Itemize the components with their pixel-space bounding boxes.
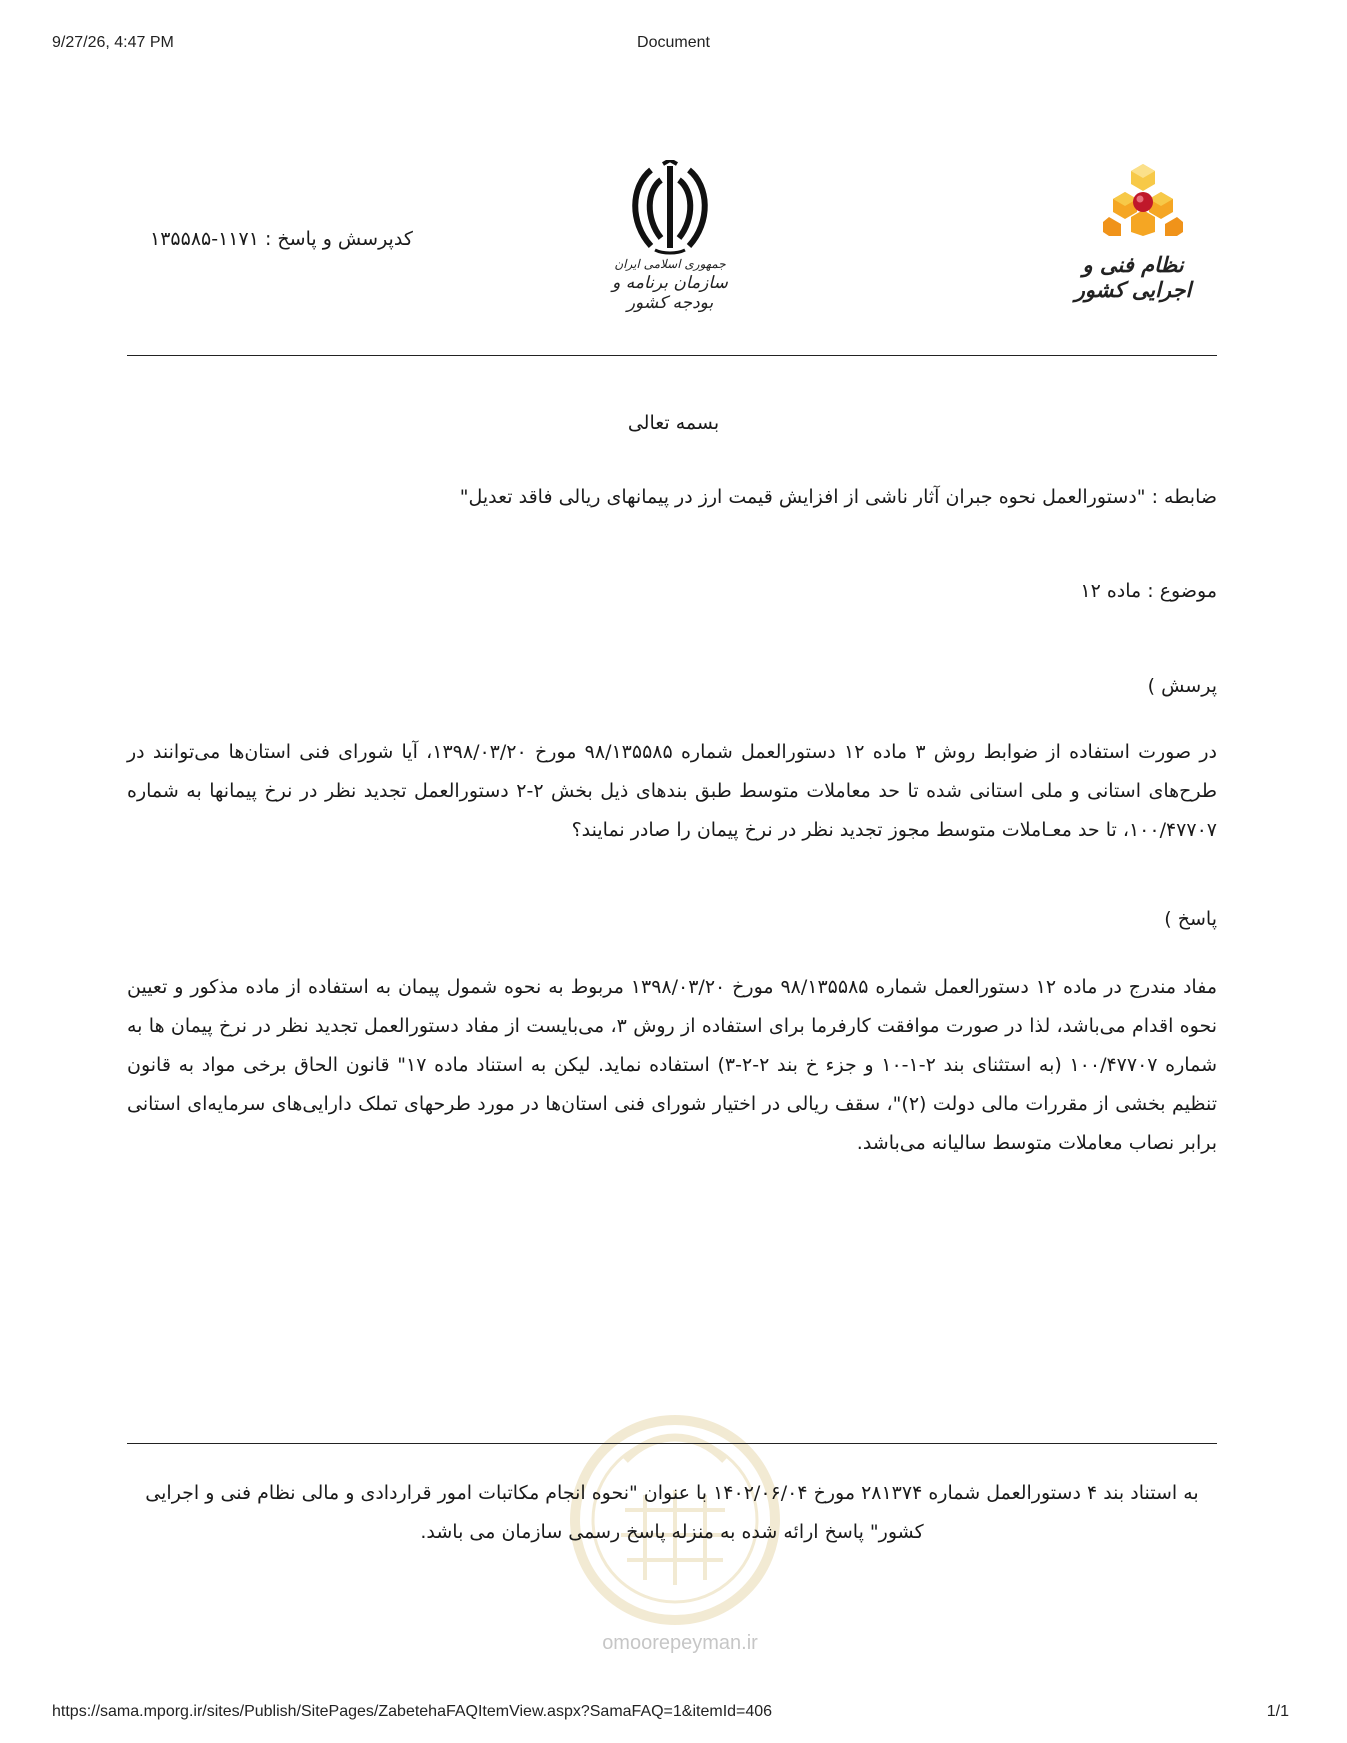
basmala: بسمه تعالی (627, 412, 720, 434)
question-text: در صورت استفاده از ضوابط روش ۳ ماده ۱۲ دستورالعمل شماره ۹۸/۱۳۵۵۸۵ مورخ ۱۳۹۸/۰۳/۲۰، آیا شورای فنی استان‌ها می‌توانند در طرح‌های استانی و ملی استانی شده تا حد معاملات متوسط طبق بندهای ذیل بخش ۲-۲ دستورالعمل تجدید نظر در نرخ پیمانها به شماره ۱۰۰/۴۷۷۰۷، تا حد معـاملات متوسط مجوز تجدید نظر در نرخ پیمان را صادر نمایند؟ (127, 741, 1218, 841)
emblem-icon (625, 160, 715, 255)
faq-code (150, 228, 450, 250)
print-title: Document (637, 34, 710, 51)
faq-code-label: کدپرسش و پاسخ : (264, 228, 413, 250)
watermark-site: omoorepeyman.ir (602, 1632, 758, 1654)
org-logo-text: نظام فنی و اجرایی کشور (1074, 252, 1192, 302)
footer-divider (127, 1443, 1217, 1444)
print-url: https://sama.mporg.ir/sites/Publish/SitePages/ZabetehaFAQItemView.aspx?SamaFAQ=1&itemId=406 (52, 1703, 773, 1720)
faq-code-value: ۱۱۷۱-۱۳۵۵۸۵ (150, 228, 259, 250)
org-logo (1058, 162, 1208, 302)
question-label: پرسش ) (1147, 675, 1217, 697)
answer-label: پاسخ ) (1164, 908, 1217, 930)
emblem-organization: سازمان برنامه و بودجه کشور (612, 273, 728, 313)
subject-line: موضوع : ماده ۱۲ (1080, 580, 1217, 602)
answer-text: مفاد مندرج در ماده ۱۲ دستورالعمل شماره ۹۸/۱۳۵۵۸۵ مورخ ۱۳۹۸/۰۳/۲۰ مربوط به نحوه شمول پیمان به استفاده از ماده مذکور و تعیین نحوه اقدام می‌باشد، لذا در صورت موافقت کارفرما برای استفاده از روش ۳، می‌بایست از مفاد دستورالعمل تجدید نظر در نرخ پیمان ها به شماره ۱۰۰/۴۷۷۰۷ (به استثنای بند ۲-۱-۱۰ و جزء خ بند ۲-۲-۳) استفاده نماید. لیکن به استناد ماده ۱۷" قانون الحاق برخی مواد به قانون تنظیم بخشی از مقررات مالی دولت (۲)"، سقف ریالی در اختیار شورای فنی استان‌ها در مورد طرحهای تملک دارایی‌های سرمایه‌ای استانی برابر نصاب معاملات متوسط سالیانه می‌باشد. (127, 976, 1218, 1154)
official-answer-note: به استناد بند ۴ دستورالعمل شماره ۲۸۱۳۷۴ مورخ ۱۴۰۲/۰۶/۰۴ با عنوان "نحوه انجام مکاتبات امور قراردادی و مالی نظام فنی و اجرایی کشور" پاسخ ارائه شده به منزله پاسخ رسمی سازمان می باشد. (145, 1482, 1199, 1543)
print-datetime: 9/27/26, 4:47 PM (52, 34, 174, 51)
cubes-logo-icon (1103, 162, 1183, 237)
iran-emblem (600, 160, 740, 313)
emblem-country: جمهوری اسلامی ایران (614, 257, 726, 271)
regulation-title: ضابطه : "دستورالعمل نحوه جبران آثار ناشی از افزایش قیمت ارز در پیمانهای ریالی فاقد تعدیل" (459, 486, 1217, 508)
header-divider (127, 355, 1217, 356)
print-page-number: 1/1 (1266, 1703, 1289, 1720)
